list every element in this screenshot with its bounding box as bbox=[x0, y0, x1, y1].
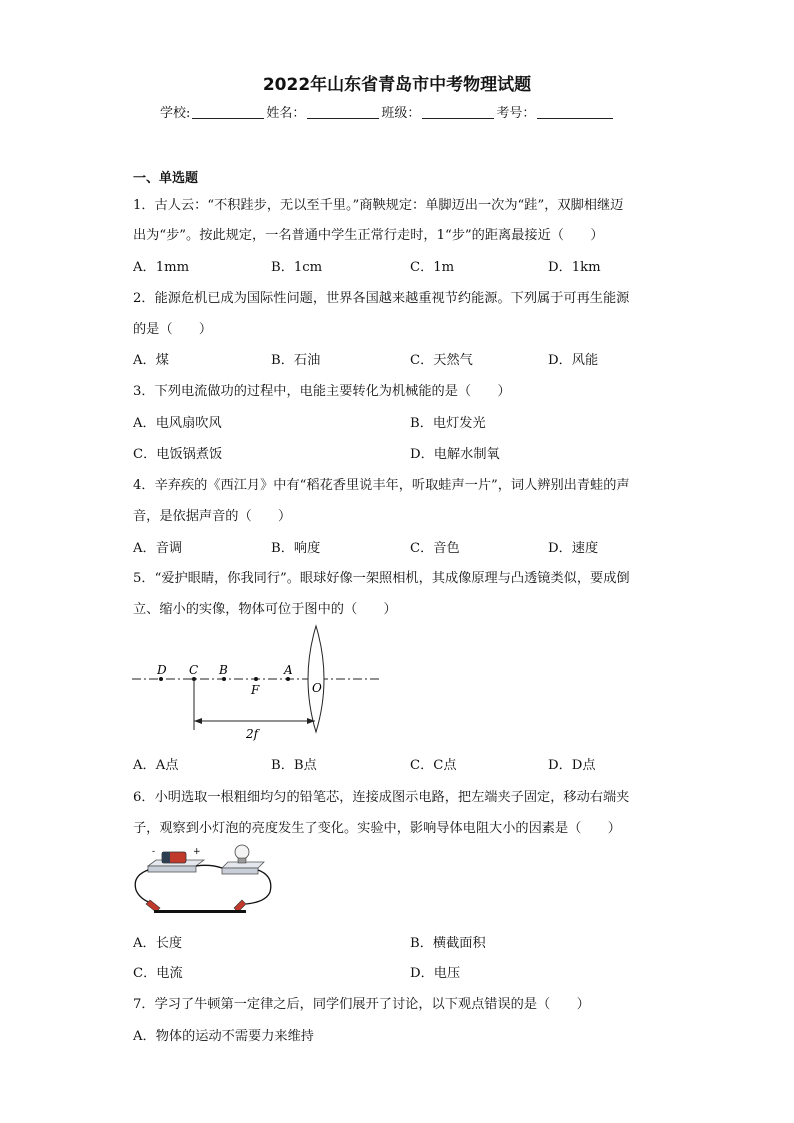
q5-option-a: A．A点 bbox=[133, 758, 179, 773]
school-blank bbox=[192, 104, 264, 119]
q2-option-c: C．天然气 bbox=[410, 353, 473, 368]
circuit-diagram bbox=[130, 842, 280, 924]
q2-option-a: A．煤 bbox=[133, 353, 169, 368]
label-d: D bbox=[157, 663, 167, 677]
q1-option-b: B．1cm bbox=[271, 260, 323, 275]
q6-stem-line2: 子，观察到小灯泡的亮度发生了变化。实验中，影响导体电阻大小的因素是（ ） bbox=[133, 821, 621, 836]
q2-stem-line1: 2．能源危机已成为国际性问题，世界各国越来越重视节约能源。下列属于可再生能源 bbox=[133, 291, 630, 306]
point-f bbox=[254, 677, 258, 681]
bulb-base bbox=[222, 868, 258, 874]
pencil-lead bbox=[154, 910, 246, 913]
q5-option-b: B．B点 bbox=[271, 758, 317, 773]
q1-option-d: D．1km bbox=[548, 260, 601, 275]
class-blank bbox=[422, 104, 494, 119]
school-label: 学校: bbox=[160, 106, 191, 121]
q1-option-a: A．1mm bbox=[133, 260, 190, 275]
number-label: 考号： bbox=[496, 106, 536, 121]
q7-stem-line1: 7．学习了牛顿第一定律之后，同学们展开了讨论，以下观点错误的是（ ） bbox=[133, 997, 590, 1012]
q3-stem-line1: 3．下列电流做功的过程中，电能主要转化为机械能的是（ ） bbox=[133, 384, 511, 399]
q3-option-c: C．电饭锅煮饭 bbox=[133, 447, 223, 462]
q4-option-b: B．响度 bbox=[271, 541, 321, 556]
q6-stem-line1: 6．小明选取一根粗细均匀的铅笔芯，连接成图示电路，把左端夹子固定，移动右端夹 bbox=[133, 790, 630, 805]
q5-option-d: D．D点 bbox=[548, 758, 596, 773]
class-label: 班级： bbox=[381, 106, 421, 121]
q6-option-a: A．长度 bbox=[133, 936, 183, 951]
q3-option-d: D．电解水制氧 bbox=[410, 447, 500, 462]
page-title: 2022年山东省青岛市中考物理试题 bbox=[262, 75, 532, 95]
name-blank bbox=[307, 104, 379, 119]
q7-option-a: A．物体的运动不需要力来维持 bbox=[133, 1029, 314, 1044]
wire-left bbox=[135, 870, 154, 904]
bulb-socket bbox=[238, 858, 246, 863]
battery-base bbox=[148, 866, 196, 872]
arrow-left-icon bbox=[194, 718, 202, 724]
battery-minus-label: - bbox=[152, 847, 156, 857]
label-b: B bbox=[219, 663, 228, 677]
q3-option-b: B．电灯发光 bbox=[410, 416, 486, 431]
q2-option-d: D．风能 bbox=[548, 353, 599, 368]
q4-stem-line2: 音，是依据声音的（ ） bbox=[133, 509, 292, 524]
label-a: A bbox=[284, 663, 293, 677]
q4-stem-line1: 4．辛弃疾的《西江月》中有“稻花香里说丰年，听取蛙声一片”，词人辨别出青蛙的声 bbox=[133, 478, 630, 493]
q1-stem-line2: 出为“步”。按此规定，一名普通中学生正常行走时，1“步”的距离最接近（ ） bbox=[133, 228, 604, 243]
q3-option-a: A．电风扇吹风 bbox=[133, 416, 222, 431]
point-b bbox=[222, 677, 226, 681]
label-c: C bbox=[189, 663, 199, 677]
name-label: 姓名： bbox=[266, 106, 306, 121]
q5-option-c: C．C点 bbox=[410, 758, 457, 773]
q1-option-c: C．1m bbox=[410, 260, 455, 275]
lens-diagram bbox=[128, 622, 388, 744]
q4-option-d: D．速度 bbox=[548, 541, 599, 556]
convex-lens bbox=[308, 626, 324, 732]
q5-stem-line2: 立、缩小的实像，物体可位于图中的（ ） bbox=[133, 602, 397, 617]
q2-stem-line2: 的是（ ） bbox=[133, 322, 213, 337]
q1-stem-line1: 1．古人云：“不积跬步，无以至千里。”商鞅规定：单脚迈出一次为“跬”，双脚相继迈 bbox=[133, 198, 624, 213]
battery-terminal bbox=[162, 852, 170, 863]
student-info-row bbox=[160, 102, 615, 121]
label-o: O bbox=[312, 681, 322, 695]
point-a bbox=[286, 677, 290, 681]
wire-right bbox=[246, 870, 271, 904]
q6-option-c: C．电流 bbox=[133, 966, 183, 981]
q5-stem-line1: 5．“爱护眼睛，你我同行”。眼球好像一架照相机，其成像原理与凸透镜类似，要成倒 bbox=[133, 571, 630, 586]
section-heading: 一、单选题 bbox=[133, 171, 199, 186]
q2-option-b: B．石油 bbox=[271, 353, 321, 368]
label-f: F bbox=[251, 683, 260, 697]
q4-option-a: A．音调 bbox=[133, 541, 183, 556]
number-blank bbox=[537, 104, 613, 119]
bulb-icon bbox=[235, 845, 249, 859]
point-d bbox=[159, 677, 163, 681]
q4-option-c: C．音色 bbox=[410, 541, 460, 556]
wire-top bbox=[196, 865, 222, 868]
label-2f: 2f bbox=[246, 727, 259, 741]
q6-option-b: B．横截面积 bbox=[410, 936, 486, 951]
q6-option-d: D．电压 bbox=[410, 966, 461, 981]
battery-plus-label: + bbox=[193, 847, 201, 857]
